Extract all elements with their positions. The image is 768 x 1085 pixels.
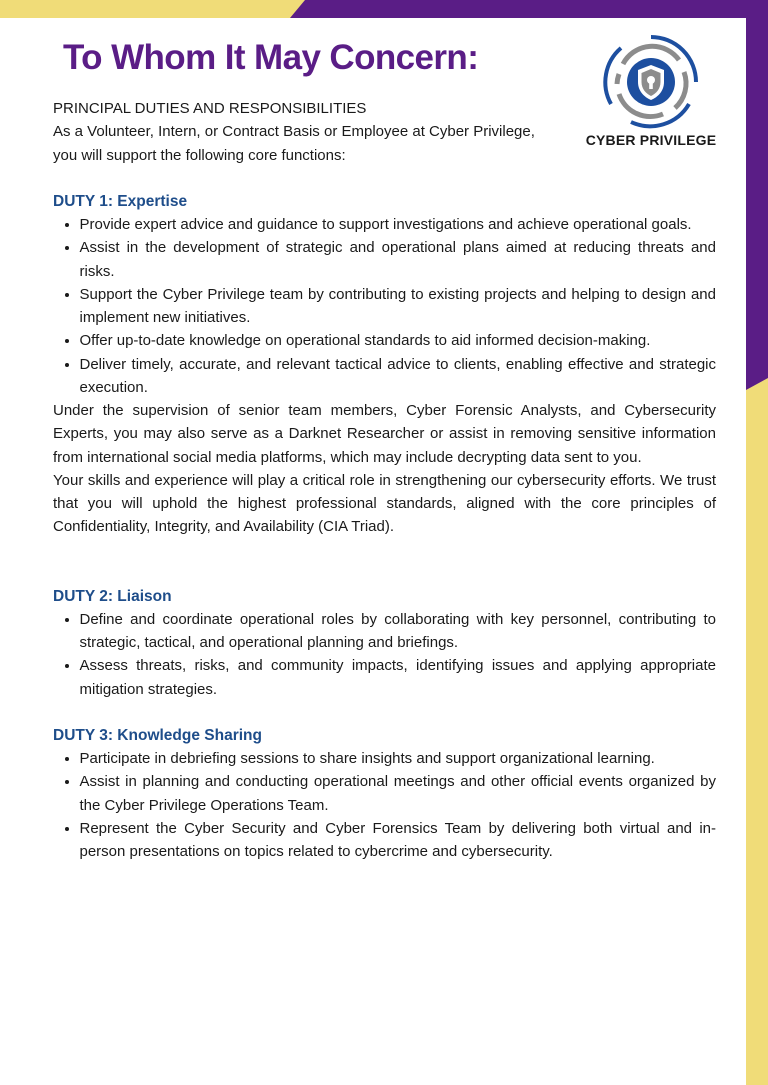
- duty-2-list: [53, 608, 716, 701]
- list-item: • Represent the Cyber Security and Cyber Forensics Team by delivering both virtual and in-person presentations on topics related to cybercrime and cybersecurity.: [80, 817, 717, 864]
- list-item: • Assist in planning and conducting operational meetings and other official events organized by the Cyber Privilege Operations Team.: [80, 770, 717, 817]
- list-item: • Participate in debriefing sessions to share insights and support organizational learning.: [80, 747, 717, 770]
- list-item: • Offer up-to-date knowledge on operational standards to aid informed decision-making.: [80, 329, 717, 352]
- duty-3-section: [53, 724, 716, 864]
- document-body: [53, 97, 716, 863]
- duty-3-list: [53, 747, 716, 863]
- list-item: • Assist in the development of strategic and operational plans aimed at reducing threats and risks.: [80, 236, 717, 283]
- intro-section: [53, 97, 716, 167]
- paragraph: Under the supervision of senior team members, Cyber Forensic Analysts, and Cybersecurity Experts, you may also serve as a Darknet Researcher or assist in removing sensitive information from international social media platforms, which may include decrypting data sent to you.: [53, 402, 716, 466]
- duty-1-section: [53, 190, 716, 539]
- duty-2-section: [53, 585, 716, 701]
- list-item: • Support the Cyber Privilege team by contributing to existing projects and helping to design and implement new initiatives.: [80, 283, 717, 330]
- list-item: • Assess threats, risks, and community impacts, identifying issues and applying appropriate mitigation strategies.: [80, 654, 717, 701]
- duty-1-list: [53, 213, 716, 399]
- list-item: • Deliver timely, accurate, and relevant tactical advice to clients, enabling effective and strategic execution.: [80, 353, 717, 400]
- list-item: • Provide expert advice and guidance to support investigations and achieve operational goals.: [80, 213, 717, 236]
- paragraph: Your skills and experience will play a critical role in strengthening our cybersecurity efforts. We trust that you will uphold the highest professional standards, aligned with the core principles of Confidentiality, Integrity, and Availability (CIA Triad).: [53, 471, 716, 536]
- list-item: • Define and coordinate operational roles by collaborating with key personnel, contributing to strategic, tactical, and operational planning and briefings.: [80, 608, 717, 655]
- duty-heading: DUTY 2: Liaison: [53, 587, 172, 605]
- logo-wordmark: CYBER PRIVILEGE: [585, 132, 717, 148]
- duty-heading: DUTY 1: Expertise: [53, 192, 188, 210]
- intro-line: you will support the following core functions:: [53, 146, 346, 164]
- duty-heading: DUTY 3: Knowledge Sharing: [53, 726, 262, 744]
- intro-heading: PRINCIPAL DUTIES AND RESPONSIBILITIES: [53, 100, 367, 117]
- page-title: To Whom It May Concern:: [63, 38, 479, 77]
- intro-line: As a Volunteer, Intern, or Contract Basis or Employee at Cyber Privilege,: [53, 123, 535, 141]
